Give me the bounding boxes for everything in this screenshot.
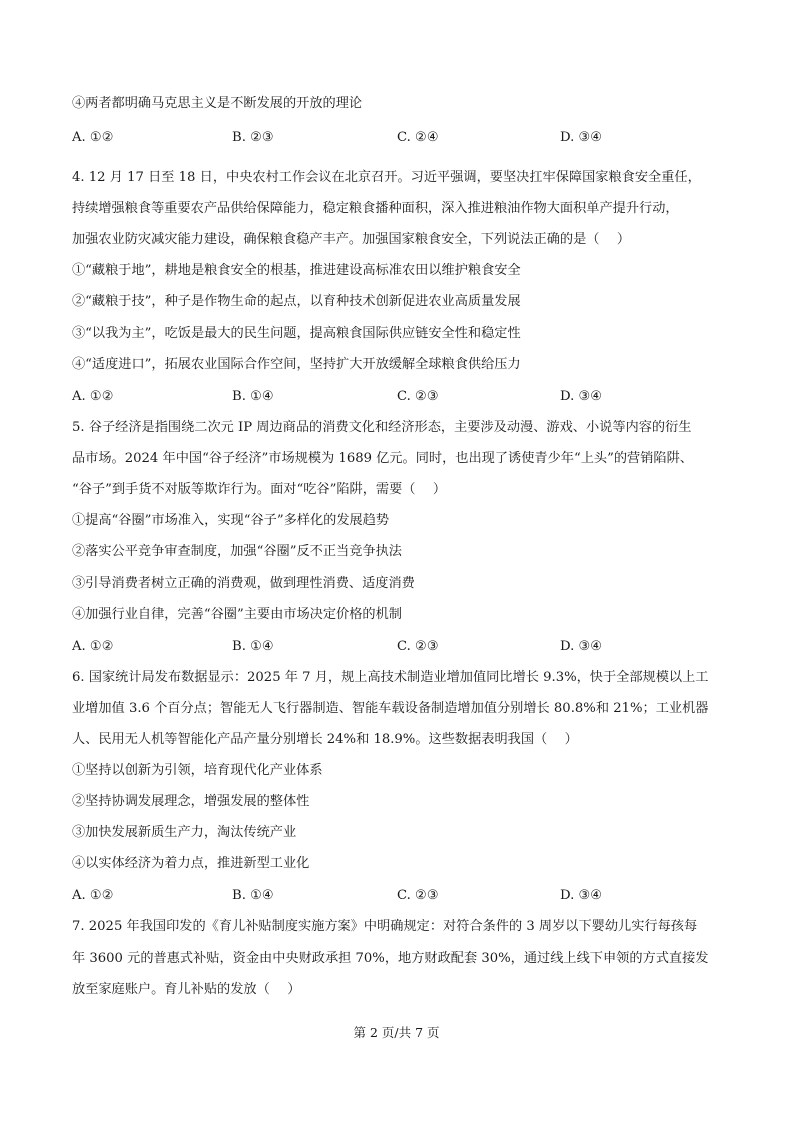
q5-statement-3: ③引导消费者树立正确的消费观，做到理性消费、适度消费 — [72, 576, 415, 591]
q5-statement-4: ④加强行业自律，完善“谷圈”主要由市场决定价格的机制 — [72, 607, 402, 622]
q5-option-a: A. ①② — [72, 639, 114, 654]
q6-stem-line-2: 业增加值 3.6 个百分点；智能无人飞行器制造、智能车载设备制造增加值分别增长 80.8%和 21%；工业机器 — [72, 701, 709, 716]
q4-options — [72, 387, 722, 407]
q6-options — [72, 886, 722, 906]
q3-options — [72, 128, 722, 148]
q3-option-b: B. ②③ — [232, 130, 274, 145]
q5-options — [72, 637, 722, 657]
q4-option-d: D. ③④ — [560, 389, 603, 404]
q3-option-c: C. ②④ — [397, 130, 439, 145]
q6-option-d: D. ③④ — [560, 888, 603, 903]
page-number-footer: 第 2 页/共 7 页 — [353, 1025, 440, 1040]
q6-option-c: C. ②③ — [397, 888, 439, 903]
q4-stem-line-3: 加强农业防灾减灾能力建设，确保粮食稳产丰产。加强国家粮食安全，下列说法正确的是（ ） — [72, 232, 631, 247]
q5-stem-line-3: “谷子”到手货不对版等欺诈行为。面对“吃谷”陷阱，需要（ ） — [72, 482, 447, 497]
q6-stem-line-1: 6. 国家统计局发布数据显示：2025 年 7 月，规上高技术制造业增加值同比增长 9.3%，快于全部规模以上工 — [72, 670, 709, 685]
q6-statement-3: ③加快发展新质生产力，淘汰传统产业 — [72, 825, 297, 840]
q4-statement-2: ②“藏粮于技”，种子是作物生命的起点，以育种技术创新促进农业高质量发展 — [72, 294, 521, 309]
q4-stem-line-2: 持续增强粮食等重要农产品供给保障能力，稳定粮食播种面积，深入推进粮油作物大面积单产提升行动， — [72, 201, 679, 216]
q5-stem-line-2: 品市场。2024 年中国“谷子经济”市场规模为 1689 亿元。同时，也出现了诱使青少年“上头”的营销陷阱、 — [72, 451, 693, 466]
q6-statement-2: ②坚持协调发展理念，增强发展的整体性 — [72, 794, 310, 809]
q6-stem-line-3: 人、民用无人机等智能化产品产量分别增长 24%和 18.9%。这些数据表明我国（ ） — [72, 732, 578, 747]
q4-option-a: A. ①② — [72, 389, 114, 404]
q5-stem-line-1: 5. 谷子经济是指围绕二次元 IP 周边商品的消费文化和经济形态，主要涉及动漫、游戏、小说等内容的衍生 — [72, 420, 692, 435]
q6-statement-1: ①坚持以创新为引领，培育现代化产业体系 — [72, 763, 323, 778]
q7-stem-line-2: 年 3600 元的普惠式补贴，资金由中央财政承担 70%，地方财政配套 30%，通过线上线下申领的方式直接发 — [72, 951, 709, 966]
q5-option-b: B. ①④ — [232, 639, 274, 654]
q6-option-b: B. ①④ — [232, 888, 274, 903]
q4-option-c: C. ②③ — [397, 389, 439, 404]
q7-stem-line-3: 放至家庭账户。育儿补贴的发放（ ） — [72, 982, 301, 997]
q7-stem-line-1: 7. 2025 年我国印发的《育儿补贴制度实施方案》中明确规定：对符合条件的 3 周岁以下婴幼儿实行每孩每 — [72, 919, 698, 934]
q3-statement-4: ④两者都明确马克思主义是不断发展的开放的理论 — [72, 96, 363, 111]
q5-option-c: C. ②③ — [397, 639, 439, 654]
q4-statement-4: ④“适度进口”，拓展农业国际合作空间，坚持扩大开放缓解全球粮食供给压力 — [72, 357, 521, 372]
q5-statement-2: ②落实公平竞争审查制度，加强“谷圈”反不正当竞争执法 — [72, 544, 402, 559]
q5-option-d: D. ③④ — [560, 639, 603, 654]
q6-statement-4: ④以实体经济为着力点，推进新型工业化 — [72, 856, 310, 871]
q3-option-d: D. ③④ — [560, 130, 603, 145]
q4-stem-line-1: 4. 12 月 17 日至 18 日，中央农村工作会议在北京召开。习近平强调，要坚决扛牢保障国家粮食安全重任， — [72, 170, 701, 185]
q4-statement-1: ①“藏粮于地”，耕地是粮食安全的根基，推进建设高标准农田以维护粮食安全 — [72, 263, 521, 278]
q6-option-a: A. ①② — [72, 888, 114, 903]
q4-option-b: B. ①④ — [232, 389, 274, 404]
q5-statement-1: ①提高“谷圈”市场准入，实现“谷子”多样化的发展趋势 — [72, 513, 390, 528]
q4-statement-3: ③“以我为主”，吃饭是最大的民生问题，提高粮食国际供应链安全性和稳定性 — [72, 326, 521, 341]
q3-option-a: A. ①② — [72, 130, 114, 145]
